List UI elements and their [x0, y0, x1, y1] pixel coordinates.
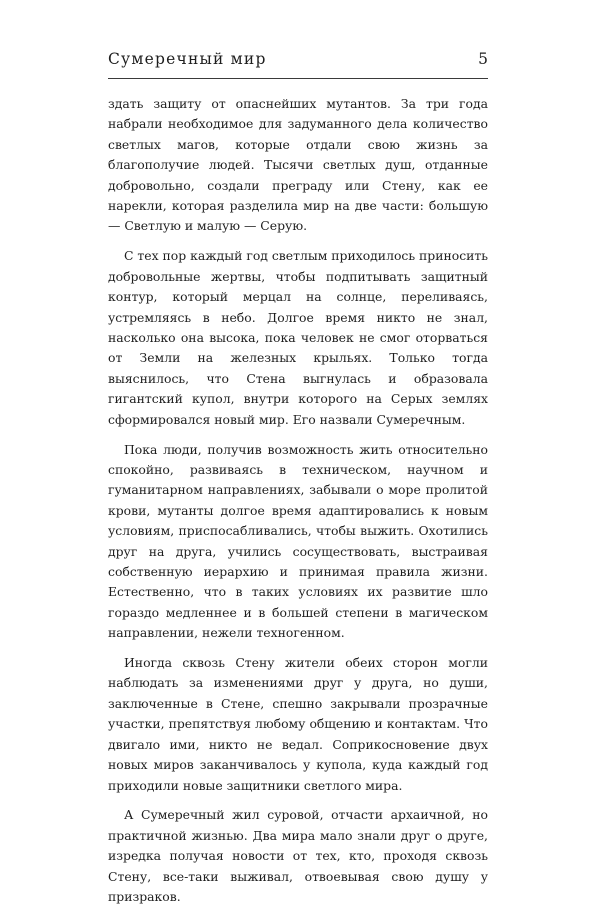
paragraph: здать защиту от опаснейших мутантов. За три года набрали необходимое для задуманного дела количество светлых магов, которые отдали свою жизнь за благополучие людей. Тысячи светлых душ, отданные добровольно, создали преграду или Стену, как ее нарекли, которая разделила мир на две части: большую — Светлую и малую — Серую.	[108, 96, 488, 234]
header-rule	[108, 78, 488, 79]
running-head	[108, 50, 488, 72]
paragraph: А Сумеречный жил суровой, отчасти архаичной, но практичной жизнью. Два мира мало знали друг о друге, изредка получая новости от тех, кто, проходя сквозь Стену, все-таки выживал, отвоевывая свою душу у призраков.	[108, 807, 488, 905]
paragraph: Пока люди, получив возможность жить относительно спокойно, развиваясь в техническом, научном и гуманитарном направлениях, забывали о море пролитой крови, мутанты долгое время адаптировались к новым условиям, приспосабливались, чтобы выжить. Охотились друг на друга, учились сосуществовать, выстраивая собственную иерархию и принимая правила жизни. Естественно, что в таких условиях их развитие шло гораздо медленнее и в большей степени в магическом направлении, нежели техногенном.	[108, 441, 488, 641]
page-number: 5	[478, 50, 488, 68]
paragraph: Иногда сквозь Стену жители обеих сторон могли наблюдать за изменениями друг у друга, но души, заключенные в Стене, спешно закрывали прозрачные участки, препятствуя любому общению и контактам. Что двигало ими, никто не ведал. Соприкосновение двух новых миров заканчивалось у купола, куда каждый год приходили новые защитники светлого мира.	[108, 655, 488, 793]
body-text	[108, 94, 488, 917]
paragraph: С тех пор каждый год светлым приходилось приносить добровольные жертвы, чтобы подпитывать защитный контур, который мерцал на солнце, переливаясь, устремляясь в небо. Долгое время никто не знал, насколько она высока, пока человек не смог оторваться от Земли на железных крыльях. Только тогда выяснилось, что Стена выгнулась и образовала гигантский купол, внутри которого на Серых землях сформировался новый мир. Его назвали Сумеречным.	[108, 248, 488, 427]
running-title: Сумеречный мир	[108, 50, 267, 68]
